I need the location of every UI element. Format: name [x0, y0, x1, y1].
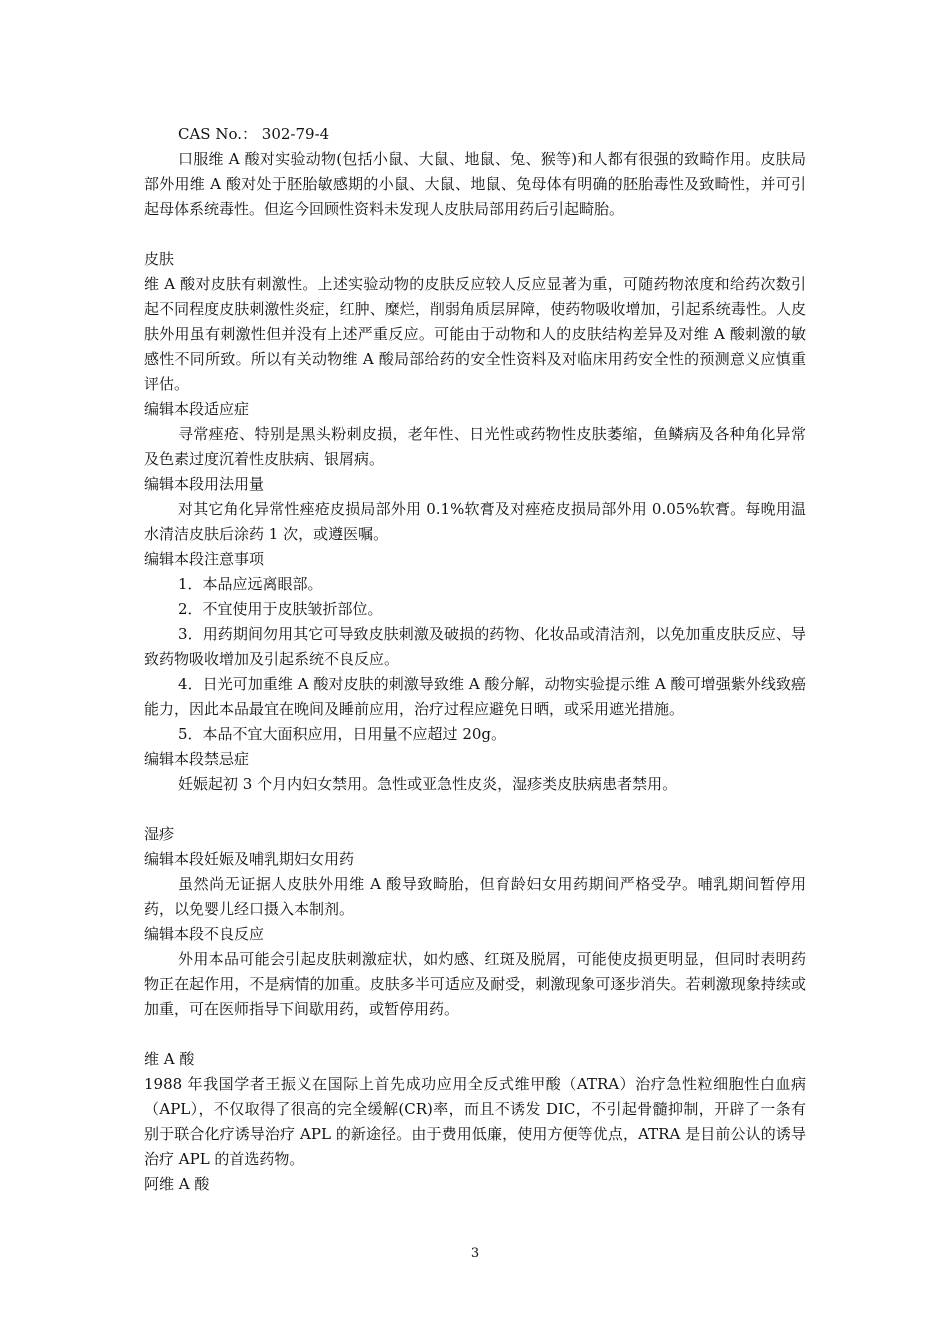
precaution-item: 4．日光可加重维 A 酸对皮肤的刺激导致维 A 酸分解，动物实验提示维 A 酸可增强紫外线致癌能力，因此本品最宜在晚间及睡前应用，治疗过程应避免日晒，或采用遮光措施。 [144, 675, 806, 718]
adverse-reactions-heading: 编辑本段不良反应 [144, 925, 265, 943]
precaution-item: 2．不宜使用于皮肤皱折部位。 [178, 600, 383, 618]
indications-paragraph: 寻常痤疮、特别是黑头粉刺皮损，老年性、日光性或药物性皮肤萎缩，鱼鳞病及各种角化异常及色素过度沉着性皮肤病、银屑病。 [144, 425, 806, 468]
skin-heading: 皮肤 [144, 250, 175, 268]
contraindications-heading: 编辑本段禁忌症 [144, 750, 250, 768]
adverse-reactions-paragraph: 外用本品可能会引起皮肤刺激症状，如灼感、红斑及脱屑，可能使皮损更明显，但同时表明药物正在起作用，不是病情的加重。皮肤多半可适应及耐受，刺激现象可逐步消失。若刺激现象持续或加重，可在医师指导下间歇用药，或暂停用药。 [144, 950, 806, 1018]
acitretin-heading: 阿维 A 酸 [144, 1175, 210, 1193]
blank-line [144, 797, 806, 822]
precaution-item: 3．用药期间勿用其它可导致皮肤刺激及破损的药物、化妆品或清洁剂，以免加重皮肤反应、导致药物吸收增加及引起系统不良反应。 [144, 625, 806, 668]
document-body [144, 122, 806, 1197]
tretinoin-heading: 维 A 酸 [144, 1050, 195, 1068]
tretinoin-paragraph: 1988 年我国学者王振义在国际上首先成功应用全反式维甲酸（ATRA）治疗急性粒细胞性白血病（APL），不仅取得了很高的完全缓解(CR)率，而且不诱发 DIC，不引起骨髓抑制，开辟了一条有别于联合化疗诱导治疗 APL 的新途径。由于费用低廉，使用方便等优点，ATRA 是目前公认的诱导治疗 APL 的首选药物。 [144, 1075, 806, 1168]
pregnancy-paragraph: 虽然尚无证据人皮肤外用维 A 酸导致畸胎，但育龄妇女用药期间严格受孕。哺乳期间暂停用药，以免婴儿经口摄入本制剂。 [144, 875, 806, 918]
indications-heading: 编辑本段适应症 [144, 400, 250, 418]
pregnancy-heading: 编辑本段妊娠及哺乳期妇女用药 [144, 850, 355, 868]
usage-heading: 编辑本段用法用量 [144, 475, 265, 493]
contraindications-paragraph: 妊娠起初 3 个月内妇女禁用。急性或亚急性皮炎，湿疹类皮肤病患者禁用。 [178, 775, 678, 793]
intro-paragraph: 口服维 A 酸对实验动物(包括小鼠、大鼠、地鼠、兔、猴等)和人都有很强的致畸作用。皮肤局部外用维 A 酸对处于胚胎敏感期的小鼠、大鼠、地鼠、兔母体有明确的胚胎毒性及致畸性，并可引起母体系统毒性。但迄今回顾性资料未发现人皮肤局部用药后引起畸胎。 [144, 150, 806, 218]
page-number: 3 [470, 1246, 480, 1261]
precaution-item: 5．本品不宜大面积应用，日用量不应超过 20g。 [178, 725, 507, 743]
blank-line [144, 1022, 806, 1047]
eczema-heading: 湿疹 [144, 825, 175, 843]
usage-paragraph: 对其它角化异常性痤疮皮损局部外用 0.1%软膏及对痤疮皮损局部外用 0.05%软膏。每晚用温水清洁皮肤后涂药 1 次，或遵医嘱。 [144, 500, 806, 543]
precaution-item: 1．本品应远离眼部。 [178, 575, 323, 593]
cas-number-line: CAS No.： 302-79-4 [178, 125, 330, 143]
skin-paragraph: 维 A 酸对皮肤有刺激性。上述实验动物的皮肤反应较人反应显著为重，可随药物浓度和给药次数引起不同程度皮肤刺激性炎症，红肿、糜烂，削弱角质层屏障，使药物吸收增加，引起系统毒性。人皮肤外用虽有刺激性但并没有上述严重反应。可能由于动物和人的皮肤结构差异及对维 A 酸刺激的敏感性不同所致。所以有关动物维 A 酸局部给药的安全性资料及对临床用药安全性的预测意义应慎重评估。 [144, 275, 806, 393]
blank-line [144, 222, 806, 247]
precautions-heading: 编辑本段注意事项 [144, 550, 265, 568]
